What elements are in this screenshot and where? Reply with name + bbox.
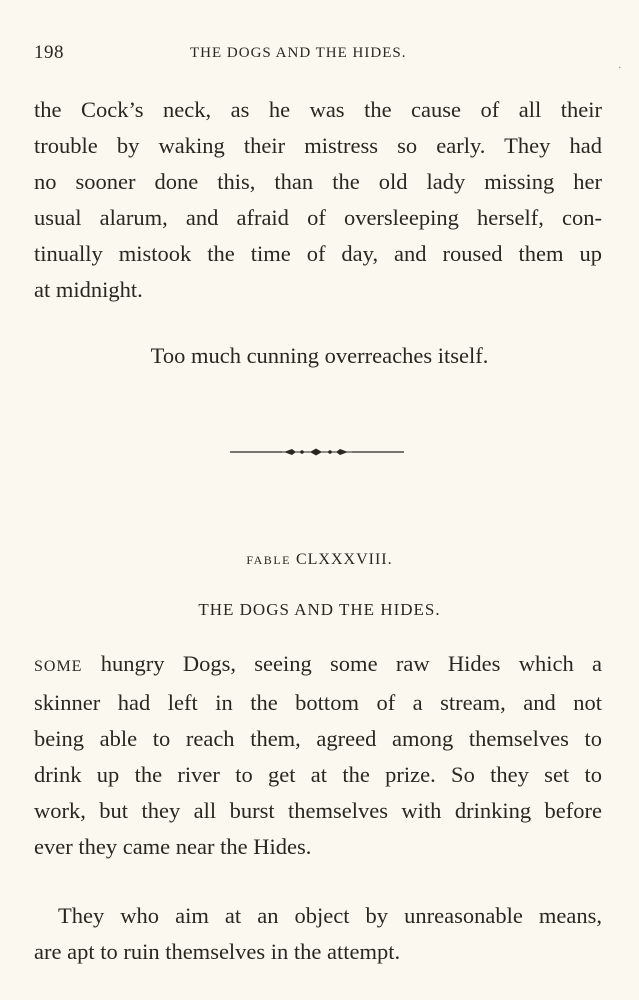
text-line: ever they came near the Hides.	[34, 834, 312, 859]
text-line: trouble by waking their mistress so early. They had	[34, 133, 602, 158]
text-line-rest: hungry Dogs, seeing some raw Hides which a	[82, 651, 602, 676]
print-mark: .	[618, 60, 621, 71]
fable-roman-numeral: CLXXXVIII.	[295, 551, 393, 568]
fable-moral	[34, 898, 602, 970]
page-number: 198	[34, 42, 64, 63]
previous-fable-ending	[34, 92, 602, 308]
text-line: no sooner done this, than the old lady missing her	[34, 169, 602, 194]
text-line: They who aim at an object by unreasonable means,	[58, 903, 602, 928]
running-title: THE DOGS AND THE HIDES.	[190, 45, 407, 61]
text-line: being able to reach them, agreed among themselves to	[34, 726, 602, 751]
fable-number	[0, 551, 639, 569]
text-line: the Cock’s neck, as he was the cause of all their	[34, 97, 602, 122]
text-line: work, but they all burst themselves with drinking before	[34, 798, 602, 823]
text-line: at midnight.	[34, 277, 143, 302]
text-line: drink up the river to get at the prize. So they set to	[34, 762, 602, 787]
fable-body	[34, 646, 602, 865]
page-header	[34, 42, 621, 71]
opening-word: SOME	[34, 658, 83, 675]
fable-title: THE DOGS AND THE HIDES.	[198, 600, 441, 619]
fable-label: FABLE	[246, 553, 291, 567]
text-line: skinner had left in the bottom of a stream, and not	[34, 690, 602, 715]
text-line: usual alarum, and afraid of oversleeping herself, con-	[34, 205, 602, 230]
text-line	[34, 646, 602, 685]
text-line: are apt to ruin themselves in the attempt.	[34, 939, 401, 964]
section-divider-ornament	[230, 444, 404, 460]
text-line: tinually mistook the time of day, and roused them up	[34, 241, 602, 266]
previous-fable-moral: Too much cunning overreaches itself.	[150, 343, 489, 368]
